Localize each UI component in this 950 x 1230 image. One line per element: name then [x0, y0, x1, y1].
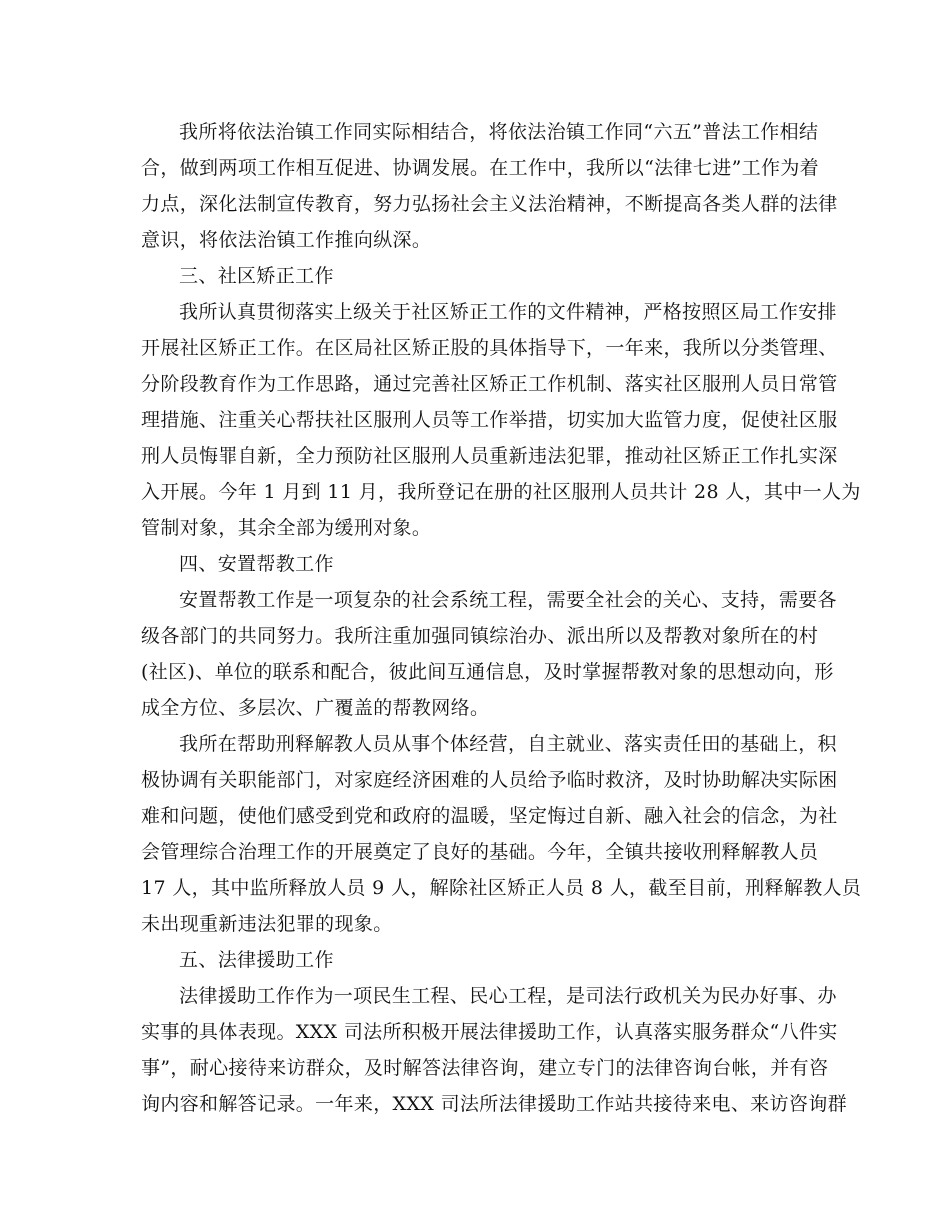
paragraph-line: 理措施、注重关心帮扶社区服刑人员等工作举措，切实加大监管力度，促使社区服 — [141, 409, 838, 431]
paragraph-line: 事”，耐心接待来访群众，及时解答法律咨询，建立专门的法律咨询台帐，并有咨 — [141, 1057, 829, 1079]
paragraph-line: 分阶段教育作为工作思路，通过完善社区矫正工作机制、落实社区服刑人员日常管 — [141, 373, 838, 395]
paragraph-line: 管制对象，其余全部为缓刑对象。 — [141, 517, 432, 539]
paragraph-line: 我所在帮助刑释解教人员从事个体经营，自主就业、落实责任田的基础上，积 — [179, 733, 837, 755]
paragraph-line: 合，做到两项工作相互促进、协调发展。在工作中，我所以“法律七进”工作为着 — [141, 157, 820, 179]
section-heading-community-correction: 三、社区矫正工作 — [179, 265, 334, 287]
paragraph-line: 实事的具体表现。XXX 司法所积极开展法律援助工作，认真落实服务群众“八件实 — [141, 1021, 838, 1043]
paragraph-line: 意识，将依法治镇工作推向纵深。 — [141, 229, 432, 251]
paragraph-line: 我所认真贯彻落实上级关于社区矫正工作的文件精神，严格按照区局工作安排 — [179, 301, 837, 323]
paragraph-line: 成全方位、多层次、广覆盖的帮教网络。 — [141, 697, 490, 719]
paragraph-line: 17 人，其中监所释放人员 9 人，解除社区矫正人员 8 人，截至目前，刑释解教人员 — [141, 877, 862, 899]
paragraph-line: 会管理综合治理工作的开展奠定了良好的基础。今年，全镇共接收刑释解教人员 — [141, 841, 819, 863]
paragraph-line: 级各部门的共同努力。我所注重加强同镇综治办、派出所以及帮教对象所在的村 — [141, 625, 819, 647]
paragraph-line: 我所将依法治镇工作同实际相结合，将依法治镇工作同“六五”普法工作相结 — [179, 121, 819, 143]
paragraph-line: 开展社区矫正工作。在区局社区矫正股的具体指导下，一年来，我所以分类管理、 — [141, 337, 838, 359]
paragraph-line: 力点，深化法制宣传教育，努力弘扬社会主义法治精神，不断提高各类人群的法律 — [141, 193, 838, 215]
paragraph-line: 极协调有关职能部门，对家庭经济困难的人员给予临时救济，及时协助解决实际困 — [141, 769, 838, 791]
paragraph-line: 难和问题，使他们感受到党和政府的温暖，坚定悔过自新、融入社会的信念，为社 — [141, 805, 838, 827]
paragraph-line: (社区)、单位的联系和配合，彼此间互通信息，及时掌握帮教对象的思想动向，形 — [141, 661, 834, 683]
paragraph-line: 未出现重新违法犯罪的现象。 — [141, 913, 393, 935]
section-heading-legal-aid: 五、法律援助工作 — [179, 949, 334, 971]
paragraph-line: 刑人员悔罪自新，全力预防社区服刑人员重新违法犯罪，推动社区矫正工作扎实深 — [141, 445, 838, 467]
paragraph-line: 询内容和解答记录。一年来，XXX 司法所法律援助工作站共接待来电、来访咨询群 — [141, 1093, 847, 1115]
paragraph-line: 入开展。今年 1 月到 11 月，我所登记在册的社区服刑人员共计 28 人，其中一人为 — [141, 481, 861, 503]
paragraph-line: 法律援助工作作为一项民生工程、民心工程，是司法行政机关为民办好事、办 — [179, 985, 837, 1007]
paragraph-line: 安置帮教工作是一项复杂的社会系统工程，需要全社会的关心、支持，需要各 — [179, 589, 837, 611]
section-heading-resettlement-assistance: 四、安置帮教工作 — [179, 553, 334, 575]
document-body — [141, 114, 862, 1122]
